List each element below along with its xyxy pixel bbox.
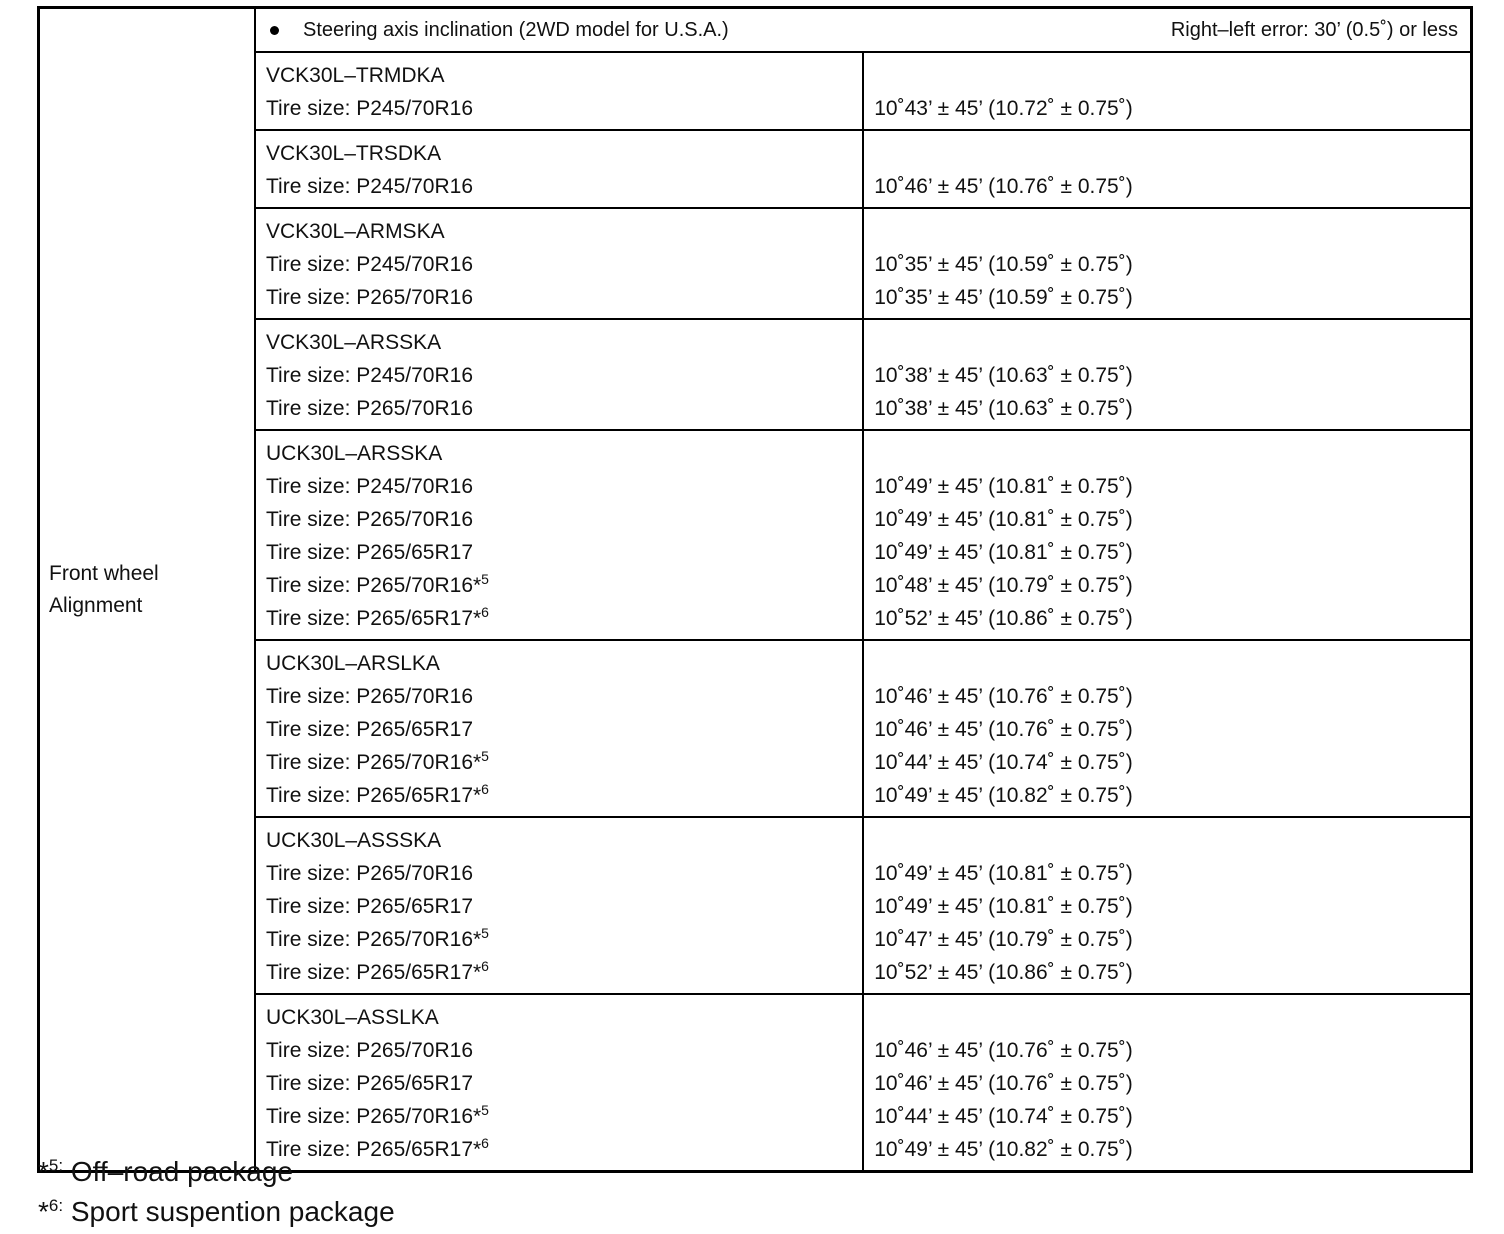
tire-size-text: Tire size: P265/65R17 bbox=[266, 541, 473, 564]
inclination-value: 10˚49’ ± 45’ (10.81˚ ± 0.75˚) bbox=[874, 895, 1133, 918]
value-cell bbox=[863, 640, 1471, 817]
tire-size bbox=[266, 956, 862, 989]
tire-size bbox=[266, 923, 862, 956]
tire-size-text: Tire size: P265/70R16* bbox=[266, 574, 482, 597]
category-label-line2: Alignment bbox=[49, 593, 143, 617]
inclination-value: 10˚35’ ± 45’ (10.59˚ ± 0.75˚) bbox=[874, 253, 1133, 276]
steering-axis-inclination-table bbox=[37, 6, 1473, 1173]
tire-size bbox=[266, 170, 862, 203]
table-header bbox=[255, 8, 1472, 53]
tire-size-text: Tire size: P265/70R16 bbox=[266, 397, 473, 420]
tire-size-text: Tire size: P265/70R16* bbox=[266, 751, 482, 774]
inclination-value: 10˚49’ ± 45’ (10.82˚ ± 0.75˚) bbox=[874, 784, 1133, 807]
tire-size-text: Tire size: P265/70R16 bbox=[266, 508, 473, 531]
footnote-ref: 6 bbox=[481, 604, 489, 620]
footnote-text: Off–road package bbox=[63, 1156, 293, 1187]
inclination-value: 10˚44’ ± 45’ (10.74˚ ± 0.75˚) bbox=[874, 751, 1133, 774]
header-title: Steering axis inclination (2WD model for U.S.A.) bbox=[303, 18, 729, 41]
inclination-value: 10˚49’ ± 45’ (10.81˚ ± 0.75˚) bbox=[874, 541, 1133, 564]
inclination-value: 10˚46’ ± 45’ (10.76˚ ± 0.75˚) bbox=[874, 1072, 1133, 1095]
inclination-value: 10˚38’ ± 45’ (10.63˚ ± 0.75˚) bbox=[874, 397, 1133, 420]
inclination-value: 10˚35’ ± 45’ (10.59˚ ± 0.75˚) bbox=[874, 286, 1133, 309]
model-cell bbox=[255, 319, 863, 430]
tire-size-text: Tire size: P265/65R17 bbox=[266, 895, 473, 918]
inclination-value: 10˚47’ ± 45’ (10.79˚ ± 0.75˚) bbox=[874, 928, 1133, 951]
tire-size bbox=[266, 503, 862, 536]
value-spacer bbox=[874, 215, 1470, 248]
footnote-off-road bbox=[38, 1152, 395, 1192]
bullet-icon bbox=[270, 26, 279, 35]
footnote-number: 6: bbox=[48, 1196, 64, 1215]
footnote-ref: 6 bbox=[481, 958, 489, 974]
footnote-mark: * bbox=[38, 1156, 49, 1187]
model-cell bbox=[255, 817, 863, 994]
tire-size-text: Tire size: P265/65R17* bbox=[266, 607, 482, 630]
table-body bbox=[39, 8, 1472, 1172]
model-code: UCK30L–ARSSKA bbox=[266, 442, 443, 465]
header-row bbox=[39, 8, 1472, 53]
tire-size bbox=[266, 713, 862, 746]
tire-size bbox=[266, 536, 862, 569]
value-cell bbox=[863, 994, 1471, 1172]
tire-size bbox=[266, 857, 862, 890]
value-spacer bbox=[874, 437, 1470, 470]
tire-size-text: Tire size: P245/70R16 bbox=[266, 97, 473, 120]
inclination-value: 10˚49’ ± 45’ (10.82˚ ± 0.75˚) bbox=[874, 1138, 1133, 1161]
tire-size-text: Tire size: P265/65R17 bbox=[266, 718, 473, 741]
inclination-value: 10˚43’ ± 45’ (10.72˚ ± 0.75˚) bbox=[874, 97, 1133, 120]
footnote-sport-suspension bbox=[38, 1192, 395, 1232]
inclination-value: 10˚49’ ± 45’ (10.81˚ ± 0.75˚) bbox=[874, 508, 1133, 531]
tire-size-text: Tire size: P265/65R17* bbox=[266, 1138, 482, 1161]
value-spacer bbox=[874, 1001, 1470, 1034]
model-code: UCK30L–ASSLKA bbox=[266, 1006, 439, 1029]
category-label-line1: Front wheel bbox=[49, 561, 159, 585]
value-spacer bbox=[874, 647, 1470, 680]
tire-size bbox=[266, 680, 862, 713]
inclination-value: 10˚52’ ± 45’ (10.86˚ ± 0.75˚) bbox=[874, 607, 1133, 630]
model-code: UCK30L–ARSLKA bbox=[266, 652, 440, 675]
tire-size-text: Tire size: P265/70R16 bbox=[266, 862, 473, 885]
inclination-value: 10˚44’ ± 45’ (10.74˚ ± 0.75˚) bbox=[874, 1105, 1133, 1128]
tire-size-text: Tire size: P265/65R17* bbox=[266, 961, 482, 984]
value-cell bbox=[863, 817, 1471, 994]
tire-size bbox=[266, 248, 862, 281]
model-code: VCK30L–ARMSKA bbox=[266, 220, 445, 243]
tire-size bbox=[266, 92, 862, 125]
footnote-ref: 5 bbox=[481, 1102, 489, 1118]
footnote-ref: 6 bbox=[481, 781, 489, 797]
tire-size-text: Tire size: P245/70R16 bbox=[266, 364, 473, 387]
tire-size-text: Tire size: P265/70R16 bbox=[266, 1039, 473, 1062]
tire-size-text: Tire size: P265/70R16 bbox=[266, 286, 473, 309]
tire-size-text: Tire size: P265/65R17* bbox=[266, 784, 482, 807]
footnote-ref: 5 bbox=[481, 748, 489, 764]
value-cell bbox=[863, 130, 1471, 208]
tire-size-text: Tire size: P245/70R16 bbox=[266, 253, 473, 276]
value-cell bbox=[863, 208, 1471, 319]
inclination-value: 10˚46’ ± 45’ (10.76˚ ± 0.75˚) bbox=[874, 1039, 1133, 1062]
tire-size bbox=[266, 470, 862, 503]
inclination-value: 10˚52’ ± 45’ (10.86˚ ± 0.75˚) bbox=[874, 961, 1133, 984]
footnote-ref: 5 bbox=[481, 925, 489, 941]
model-code: VCK30L–TRMDKA bbox=[266, 64, 445, 87]
tire-size bbox=[266, 890, 862, 923]
value-spacer bbox=[874, 326, 1470, 359]
tire-size-text: Tire size: P245/70R16 bbox=[266, 175, 473, 198]
model-cell bbox=[255, 430, 863, 640]
model-cell bbox=[255, 640, 863, 817]
model-cell bbox=[255, 994, 863, 1172]
inclination-value: 10˚46’ ± 45’ (10.76˚ ± 0.75˚) bbox=[874, 685, 1133, 708]
value-cell bbox=[863, 319, 1471, 430]
tire-size bbox=[266, 746, 862, 779]
inclination-value: 10˚49’ ± 45’ (10.81˚ ± 0.75˚) bbox=[874, 862, 1133, 885]
tire-size bbox=[266, 779, 862, 812]
model-cell bbox=[255, 208, 863, 319]
footnotes bbox=[38, 1152, 395, 1232]
model-code: UCK30L–ASSSKA bbox=[266, 829, 442, 852]
value-cell bbox=[863, 430, 1471, 640]
inclination-value: 10˚46’ ± 45’ (10.76˚ ± 0.75˚) bbox=[874, 175, 1133, 198]
model-cell bbox=[255, 52, 863, 130]
category-cell bbox=[39, 8, 256, 1172]
tire-size bbox=[266, 281, 862, 314]
inclination-value: 10˚49’ ± 45’ (10.81˚ ± 0.75˚) bbox=[874, 475, 1133, 498]
value-spacer bbox=[874, 59, 1470, 92]
footnote-text: Sport suspention package bbox=[63, 1196, 395, 1227]
tire-size bbox=[266, 602, 862, 635]
tire-size bbox=[266, 392, 862, 425]
tire-size-text: Tire size: P265/70R16 bbox=[266, 685, 473, 708]
tire-size bbox=[266, 1034, 862, 1067]
tire-size bbox=[266, 359, 862, 392]
inclination-value: 10˚46’ ± 45’ (10.76˚ ± 0.75˚) bbox=[874, 718, 1133, 741]
value-spacer bbox=[874, 137, 1470, 170]
inclination-value: 10˚38’ ± 45’ (10.63˚ ± 0.75˚) bbox=[874, 364, 1133, 387]
model-cell bbox=[255, 130, 863, 208]
footnote-ref: 6 bbox=[481, 1135, 489, 1151]
tire-size-text: Tire size: P265/70R16* bbox=[266, 1105, 482, 1128]
tire-size bbox=[266, 1067, 862, 1100]
value-spacer bbox=[874, 824, 1470, 857]
footnote-mark: * bbox=[38, 1196, 49, 1227]
inclination-value: 10˚48’ ± 45’ (10.79˚ ± 0.75˚) bbox=[874, 574, 1133, 597]
footnote-number: 5: bbox=[48, 1156, 64, 1175]
model-code: VCK30L–ARSSKA bbox=[266, 331, 442, 354]
header-tolerance: Right–left error: 30’ (0.5˚) or less bbox=[1170, 18, 1458, 41]
tire-size-text: Tire size: P265/70R16* bbox=[266, 928, 482, 951]
tire-size-text: Tire size: P245/70R16 bbox=[266, 475, 473, 498]
value-cell bbox=[863, 52, 1471, 130]
tire-size-text: Tire size: P265/65R17 bbox=[266, 1072, 473, 1095]
model-code: VCK30L–TRSDKA bbox=[266, 142, 442, 165]
footnote-ref: 5 bbox=[481, 571, 489, 587]
tire-size bbox=[266, 569, 862, 602]
tire-size bbox=[266, 1100, 862, 1133]
